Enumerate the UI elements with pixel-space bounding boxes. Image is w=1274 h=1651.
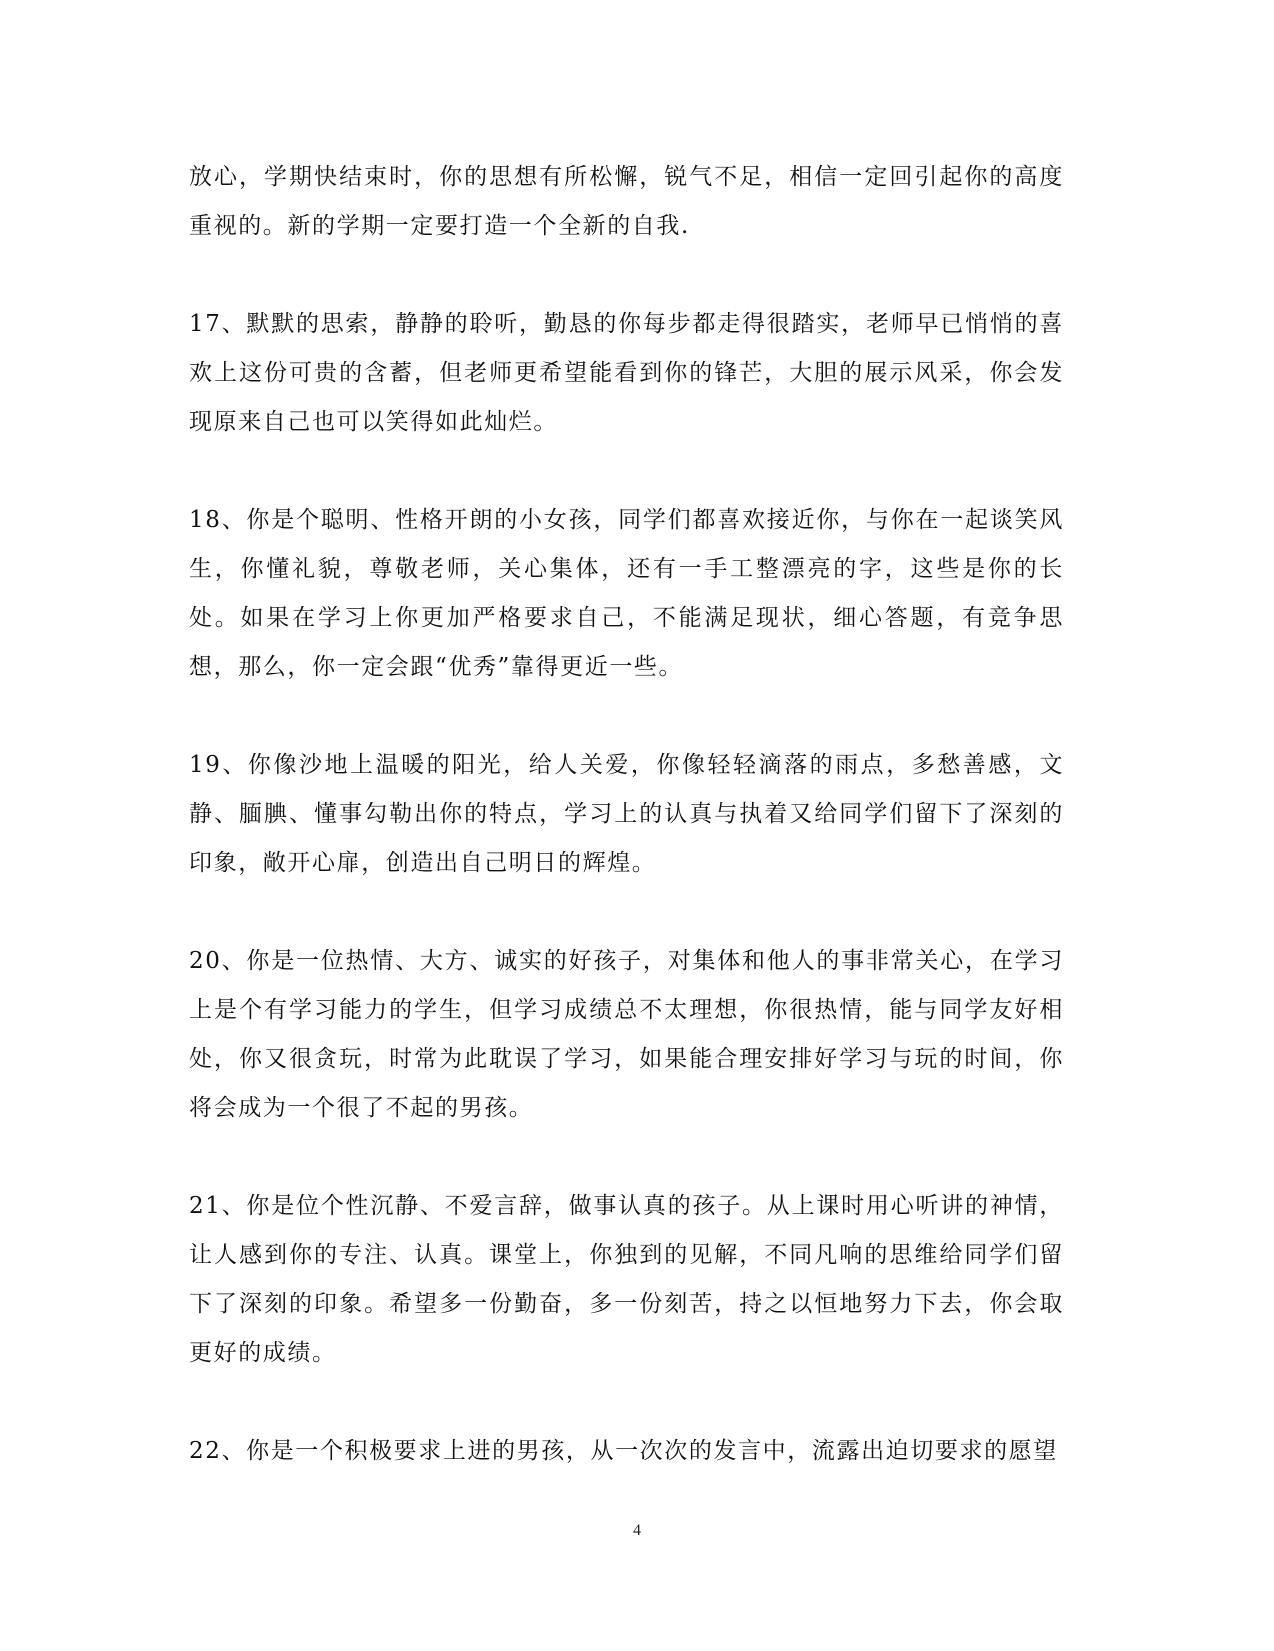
paragraph-19: 19、你像沙地上温暖的阳光，给人关爱，你像轻轻滴落的雨点，多愁善感，文静、腼腆、懂事勾勒出你的特点，学习上的认真与执着又给同学们留下了深刻的印象，敞开心扉，创造出自己明日的辉煌。 xyxy=(189,752,1064,876)
document-body xyxy=(189,153,1064,1476)
paragraph-continuation: 放心，学期快结束时，你的思想有所松懈，锐气不足，相信一定回引起你的高度重视的。新的学期一定要打造一个全新的自我. xyxy=(189,164,1064,239)
paragraph-22: 22、你是一个积极要求上进的男孩，从一次次的发言中，流露出迫切要求的愿望 xyxy=(189,1438,1058,1464)
paragraph-20: 20、你是一位热情、大方、诚实的好孩子，对集体和他人的事非常关心，在学习上是个有学习能力的学生，但学习成绩总不太理想，你很热情，能与同学友好相处，你又很贪玩，时常为此耽误了学习，如果能合理安排好学习与玩的时间，你将会成为一个很了不起的男孩。 xyxy=(189,948,1064,1121)
paragraph-21: 21、你是位个性沉静、不爱言辞，做事认真的孩子。从上课时用心听讲的神情，让人感到你的专注、认真。课堂上，你独到的见解，不同凡响的思维给同学们留下了深刻的印象。希望多一份勤奋，多一份刻苦，持之以恒地努力下去，你会取更好的成绩。 xyxy=(189,1193,1064,1366)
paragraph-17: 17、默默的思索，静静的聆听，勤恳的你每步都走得很踏实，老师早已悄悄的喜欢上这份可贵的含蓄，但老师更希望能看到你的锋芒，大胆的展示风采，你会发现原来自己也可以笑得如此灿烂。 xyxy=(189,311,1064,435)
paragraph-18: 18、你是个聪明、性格开朗的小女孩，同学们都喜欢接近你，与你在一起谈笑风生，你懂礼貌，尊敬老师，关心集体，还有一手工整漂亮的字，这些是你的长处。如果在学习上你更加严格要求自己，不能满足现状，细心答题，有竞争思想，那么，你一定会跟“优秀”靠得更近一些。 xyxy=(189,507,1064,680)
page-number: 4 xyxy=(633,1522,641,1539)
